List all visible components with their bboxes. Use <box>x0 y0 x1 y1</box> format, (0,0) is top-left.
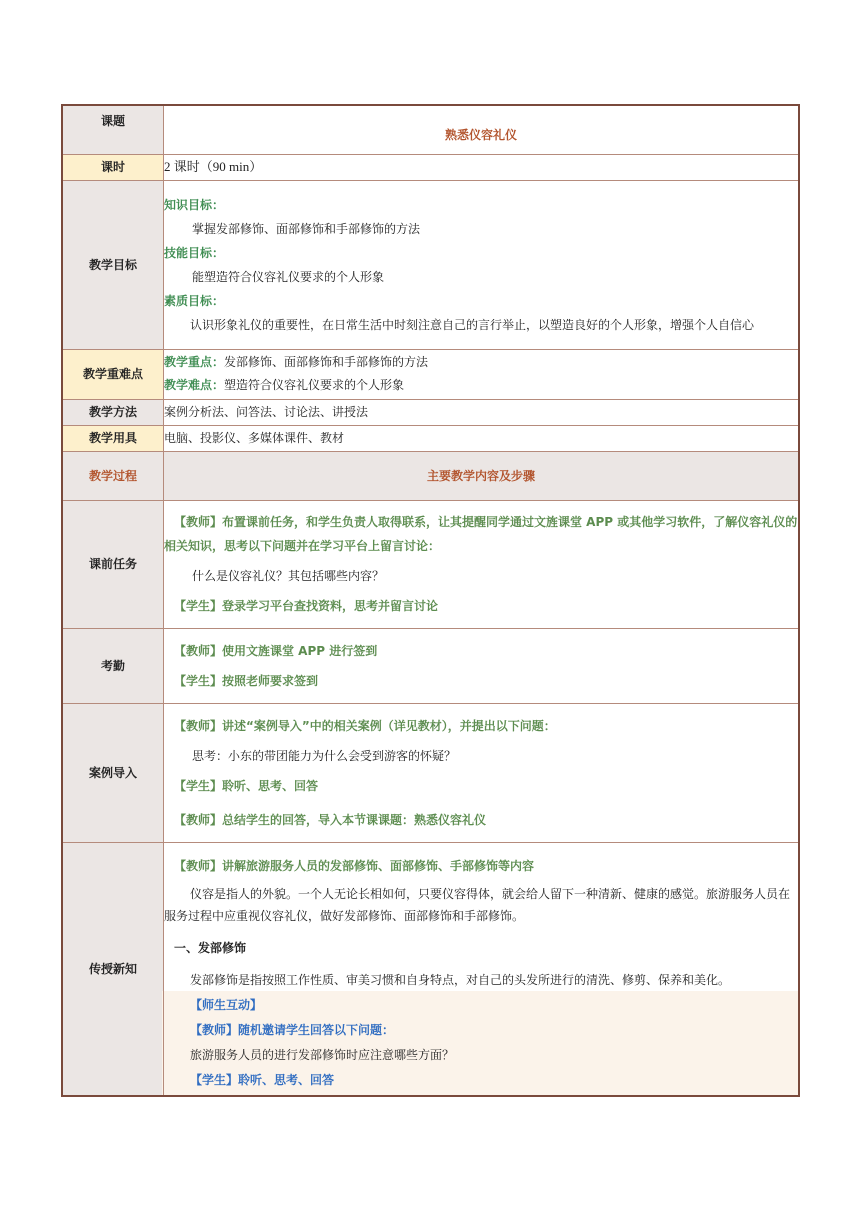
section-1-heading: 一、发部修饰 <box>174 940 247 955</box>
focus-title: 教学重点： <box>164 355 225 369</box>
quality-title: 素质目标： <box>164 293 225 308</box>
interaction-student: 【学生】聆听、思考、回答 <box>190 1072 335 1087</box>
case-intro-summary: 【教师】总结学生的回答，导入本节课课题：熟悉仪容礼仪 <box>174 812 487 827</box>
row-methods <box>62 399 799 425</box>
new-knowledge-label: 传授新知 <box>62 842 164 1096</box>
row-pre-class <box>62 500 799 628</box>
focus-text: 发部修饰、面部修饰和手部修饰的方法 <box>224 355 429 369</box>
case-intro-teacher: 【教师】讲述“案例导入”中的相关案例（详见教材），并提出以下问题： <box>174 718 556 733</box>
pre-class-label: 课前任务 <box>62 500 164 628</box>
key-points-label: 教学重难点 <box>62 349 164 399</box>
case-intro-cell <box>164 703 800 842</box>
key-points-cell <box>164 349 800 399</box>
pre-class-cell <box>164 500 800 628</box>
hours-value: 2 课时（90 min） <box>164 154 800 180</box>
new-knowledge-teacher: 【教师】讲解旅游服务人员的发部修饰、面部修饰、手部修饰等内容 <box>174 858 535 873</box>
case-intro-question: 思考：小东的带团能力为什么会受到游客的怀疑？ <box>192 748 457 763</box>
interaction-box <box>162 991 798 1095</box>
interaction-title: 【师生互动】 <box>190 997 263 1012</box>
attendance-label: 考勤 <box>62 628 164 703</box>
new-knowledge-intro: 仪容是指人的外貌。一个人无论长相如何，只要仪容得体，就会给人留下一种清新、健康的感觉。旅游服务人员在服务过程中应重视仪容礼仪，做好发部修饰、面部修饰和手部修饰。 <box>164 886 791 923</box>
process-header-right: 主要教学内容及步骤 <box>164 451 800 500</box>
lesson-plan-table <box>61 104 800 1097</box>
row-tools <box>62 425 799 451</box>
row-new-knowledge <box>62 842 799 1096</box>
goals-label: 教学目标 <box>62 180 164 349</box>
skill-text: 能塑造符合仪容礼仪要求的个人形象 <box>192 269 385 284</box>
new-knowledge-cell <box>164 842 800 1096</box>
methods-value: 案例分析法、问答法、讨论法、讲授法 <box>164 399 800 425</box>
pre-class-student: 【学生】登录学习平台查找资料，思考并留言讨论 <box>174 599 439 613</box>
knowledge-text: 掌握发部修饰、面部修饰和手部修饰的方法 <box>192 221 421 236</box>
row-hours <box>62 154 799 180</box>
page-title: 熟悉仪容礼仪 <box>164 105 800 154</box>
hours-label: 课时 <box>62 154 164 180</box>
attendance-teacher: 【教师】使用文旌课堂 APP 进行签到 <box>174 643 378 658</box>
section-1-text: 发部修饰是指按照工作性质、审美习惯和自身特点，对自己的头发所进行的清洗、修剪、保养和美化。 <box>190 972 731 987</box>
case-intro-label: 案例导入 <box>62 703 164 842</box>
attendance-student: 【学生】按照老师要求签到 <box>174 673 319 688</box>
topic-label: 课题 <box>62 105 164 154</box>
pre-class-teacher: 【教师】布置课前任务，和学生负责人取得联系，让其提醒同学通过文旌课堂 APP 或其他学习软件，了解仪容礼仪的相关知识，思考以下问题并在学习平台上留言讨论： <box>164 515 798 553</box>
row-process-header <box>62 451 799 500</box>
attendance-cell <box>164 628 800 703</box>
methods-label: 教学方法 <box>62 399 164 425</box>
interaction-teacher: 【教师】随机邀请学生回答以下问题： <box>190 1022 395 1037</box>
pre-class-question: 什么是仪容礼仪？其包括哪些内容？ <box>192 569 385 583</box>
row-case-intro <box>62 703 799 842</box>
knowledge-title: 知识目标： <box>164 197 225 212</box>
row-attendance <box>62 628 799 703</box>
row-key-points <box>62 349 799 399</box>
tools-value: 电脑、投影仪、多媒体课件、教材 <box>164 425 800 451</box>
goals-cell <box>164 180 800 349</box>
tools-label: 教学用具 <box>62 425 164 451</box>
row-topic <box>62 105 799 154</box>
quality-text: 认识形象礼仪的重要性，在日常生活中时刻注意自己的言行举止，以塑造良好的个人形象，增强个人自信心 <box>190 317 755 332</box>
process-header-left: 教学过程 <box>62 451 164 500</box>
row-goals <box>62 180 799 349</box>
difficulty-title: 教学难点： <box>164 378 225 392</box>
skill-title: 技能目标： <box>164 245 225 260</box>
case-intro-student: 【学生】聆听、思考、回答 <box>174 778 319 793</box>
interaction-question: 旅游服务人员的进行发部修饰时应注意哪些方面？ <box>190 1047 455 1062</box>
difficulty-text: 塑造符合仪容礼仪要求的个人形象 <box>224 378 405 392</box>
